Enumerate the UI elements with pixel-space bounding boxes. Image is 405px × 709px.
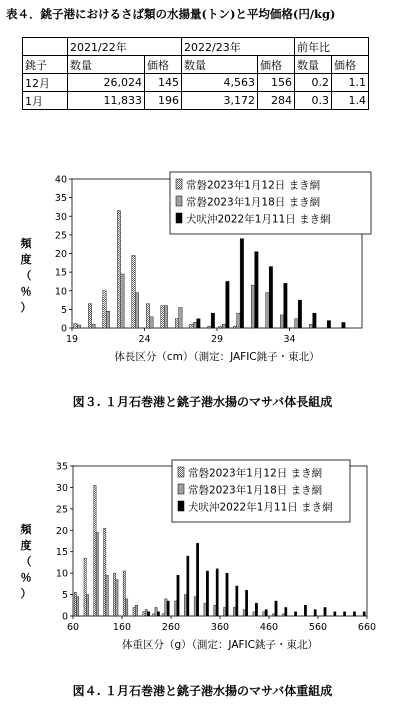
table-cell: 0.3 — [295, 92, 332, 110]
figure4-caption: 図４. １月石巻港と銚子港水揚のマサバ体重組成 — [72, 684, 333, 698]
bar — [243, 610, 245, 616]
y-tick-label: 25 — [55, 504, 68, 516]
legend-swatch — [178, 467, 184, 477]
bar — [253, 612, 255, 616]
table-sub-header-row — [23, 56, 369, 74]
table-cell: 196 — [145, 92, 182, 110]
table-group-header: 2022/23年 — [182, 38, 295, 56]
bar — [343, 612, 345, 616]
bar — [113, 573, 115, 616]
bar — [161, 306, 164, 328]
bar — [273, 614, 275, 616]
y-axis-label: ） — [20, 301, 32, 314]
legend-swatch — [178, 484, 184, 494]
y-axis-label: 度 — [20, 253, 32, 266]
y-tick-label: 30 — [55, 482, 68, 494]
bar — [208, 326, 211, 328]
bar — [77, 597, 79, 616]
bar — [106, 311, 109, 328]
bar — [133, 607, 135, 616]
table-row — [23, 74, 369, 92]
table-sub-header: 数量 — [295, 56, 332, 74]
bar — [353, 612, 355, 616]
bar — [135, 605, 137, 616]
bar — [282, 614, 284, 616]
table-group-header: 2021/22年 — [68, 38, 182, 56]
bar — [193, 322, 196, 328]
bar — [153, 614, 155, 616]
weight-composition-chart — [0, 455, 405, 665]
bar — [211, 313, 214, 328]
bar — [126, 599, 128, 616]
table-cell: 1.4 — [332, 92, 369, 110]
y-axis-label: ） — [20, 587, 32, 600]
bar — [177, 575, 179, 616]
x-tick-label: 160 — [112, 622, 132, 633]
table-sub-header: 数量 — [68, 56, 145, 74]
y-tick-label: 15 — [54, 267, 67, 279]
bar — [77, 325, 80, 328]
y-tick-label: 0 — [60, 323, 67, 335]
legend-label: 常磐2023年1月18日 まき網 — [188, 484, 323, 497]
y-axis-label: ％ — [20, 285, 32, 298]
length-composition-chart — [0, 166, 405, 376]
bar — [206, 571, 208, 616]
y-tick-label: 5 — [60, 304, 67, 316]
table-cell: 3,172 — [182, 92, 258, 110]
bar — [165, 599, 167, 616]
table-cell: 1.1 — [332, 74, 369, 92]
y-tick-label: 20 — [54, 249, 67, 260]
x-tick-label: 19 — [65, 334, 79, 345]
bar — [135, 293, 138, 328]
bar — [190, 324, 193, 328]
bar — [245, 590, 247, 616]
bar — [294, 612, 296, 616]
bar — [226, 281, 229, 328]
x-tick-label: 460 — [259, 622, 279, 633]
bar — [204, 603, 206, 616]
x-tick-label: 660 — [357, 622, 377, 633]
bar — [342, 322, 345, 328]
legend-swatch — [178, 501, 184, 511]
bar — [266, 293, 269, 328]
bar — [88, 304, 91, 328]
bar — [132, 255, 135, 328]
x-tick-label: 29 — [210, 334, 224, 345]
bar — [240, 239, 243, 328]
x-axis-label: 体重区分（g）（測定：JAFIC銚子・東北） — [122, 639, 318, 651]
table-sub-header: 価格 — [332, 56, 369, 74]
bar — [285, 607, 287, 616]
bar — [295, 319, 298, 328]
y-axis-label: （ — [20, 269, 32, 282]
x-tick-label: 60 — [66, 622, 80, 633]
figure3-caption: 図３. １月石巻港と銚子港水揚のマサバ体長組成 — [72, 395, 333, 409]
x-tick-label: 560 — [308, 622, 328, 633]
table-cell: 11,833 — [68, 92, 145, 110]
legend-label: 犬吠沖2022年1月11日 まき網 — [188, 501, 333, 514]
bar — [164, 306, 167, 328]
y-tick-label: 15 — [55, 547, 68, 559]
bar — [104, 528, 106, 616]
table-group-header-row — [23, 38, 369, 56]
bar — [236, 586, 238, 616]
bar — [233, 607, 235, 616]
bar — [237, 313, 240, 328]
y-tick-label: 40 — [54, 174, 67, 186]
table-cell: 26,024 — [68, 74, 145, 92]
y-tick-label: 20 — [55, 525, 68, 537]
bar — [150, 317, 153, 328]
x-tick-label: 360 — [210, 622, 230, 633]
bar — [147, 612, 149, 616]
bar — [219, 326, 222, 328]
bar — [255, 603, 257, 616]
bar — [275, 601, 277, 616]
table-sub-header: 数量 — [182, 56, 258, 74]
bar — [363, 612, 365, 616]
table-cell: 284 — [258, 92, 295, 110]
bar — [96, 532, 98, 616]
y-axis-label: 頻 — [20, 523, 32, 536]
x-tick-label: 260 — [161, 622, 181, 633]
bar — [324, 607, 326, 616]
table-row — [23, 92, 369, 110]
y-axis-label: 頻 — [20, 237, 32, 250]
bar — [224, 607, 226, 616]
bar — [86, 595, 88, 616]
bar — [304, 605, 306, 616]
legend-swatch — [176, 213, 182, 223]
table-cell: 0.2 — [295, 74, 332, 92]
y-axis-label: 度 — [20, 539, 32, 552]
bar — [184, 595, 186, 616]
bar — [327, 321, 330, 328]
y-tick-label: 0 — [61, 611, 68, 623]
bar — [284, 283, 287, 328]
bar — [155, 607, 157, 616]
bar — [255, 252, 258, 328]
table-sub-header: 価格 — [145, 56, 182, 74]
bar — [117, 211, 120, 328]
bar — [145, 610, 147, 616]
bar — [175, 319, 178, 328]
catch-price-table — [22, 37, 369, 110]
x-tick-label: 34 — [283, 334, 296, 345]
bar — [84, 558, 86, 616]
bar — [146, 304, 149, 328]
bar — [121, 274, 124, 328]
y-tick-label: 5 — [61, 590, 68, 602]
bar — [197, 319, 200, 328]
bar — [143, 612, 145, 616]
table-corner-cell — [23, 38, 68, 56]
legend-label: 常磐2023年1月12日 まき網 — [186, 179, 321, 192]
bar — [226, 573, 228, 616]
legend-swatch — [176, 179, 182, 189]
table-sub-header: 価格 — [258, 56, 295, 74]
table-cell: 4,563 — [182, 74, 258, 92]
bar — [187, 556, 189, 616]
y-tick-label: 35 — [55, 461, 68, 473]
table-title: 表４．銚子港におけるさば類の水揚量(トン)と平均価格(円/kg) — [6, 7, 336, 21]
bar — [167, 601, 169, 616]
legend-label: 常磐2023年1月12日 まき網 — [188, 467, 323, 480]
bar — [175, 601, 177, 616]
bar — [74, 592, 76, 616]
table-row-label: 12月 — [23, 74, 68, 92]
bar — [314, 610, 316, 616]
bar — [92, 324, 95, 328]
bar — [313, 313, 316, 328]
bar — [222, 324, 225, 328]
bar — [280, 315, 283, 328]
y-tick-label: 10 — [54, 286, 67, 298]
bar — [269, 267, 272, 328]
table-cell: 145 — [145, 74, 182, 92]
bar — [157, 612, 159, 616]
bar — [116, 580, 118, 616]
bar — [216, 569, 218, 616]
bar — [298, 300, 301, 328]
bar — [265, 610, 267, 616]
bar — [106, 575, 108, 616]
legend-label: 犬吠沖2022年1月11日 まき網 — [186, 213, 331, 226]
y-tick-label: 10 — [55, 568, 68, 580]
bar — [214, 605, 216, 616]
legend-swatch — [176, 196, 182, 206]
y-axis-label: （ — [20, 555, 32, 568]
bar — [263, 612, 265, 616]
bar — [194, 597, 196, 616]
table-row-header: 銚子 — [23, 56, 68, 74]
bar — [123, 571, 125, 616]
bar — [196, 543, 198, 616]
x-tick-label: 24 — [138, 334, 151, 345]
bar — [309, 324, 312, 328]
y-tick-label: 25 — [54, 230, 67, 242]
x-axis-label: 体長区分（cm）（測定：JAFIC銚子・東北） — [114, 351, 320, 363]
y-axis-label: ％ — [20, 571, 32, 584]
legend-label: 常磐2023年1月18日 まき網 — [186, 196, 321, 209]
table-group-header: 前年比 — [295, 38, 369, 56]
bar — [162, 614, 164, 616]
bar — [251, 285, 254, 328]
bar — [179, 308, 182, 328]
table-cell: 156 — [258, 74, 295, 92]
table-row-label: 1月 — [23, 92, 68, 110]
bar — [334, 612, 336, 616]
bar — [94, 485, 96, 616]
y-tick-label: 35 — [54, 193, 67, 205]
bar — [233, 326, 236, 328]
y-tick-label: 30 — [54, 211, 67, 223]
bar — [103, 291, 106, 328]
bar — [74, 324, 77, 328]
